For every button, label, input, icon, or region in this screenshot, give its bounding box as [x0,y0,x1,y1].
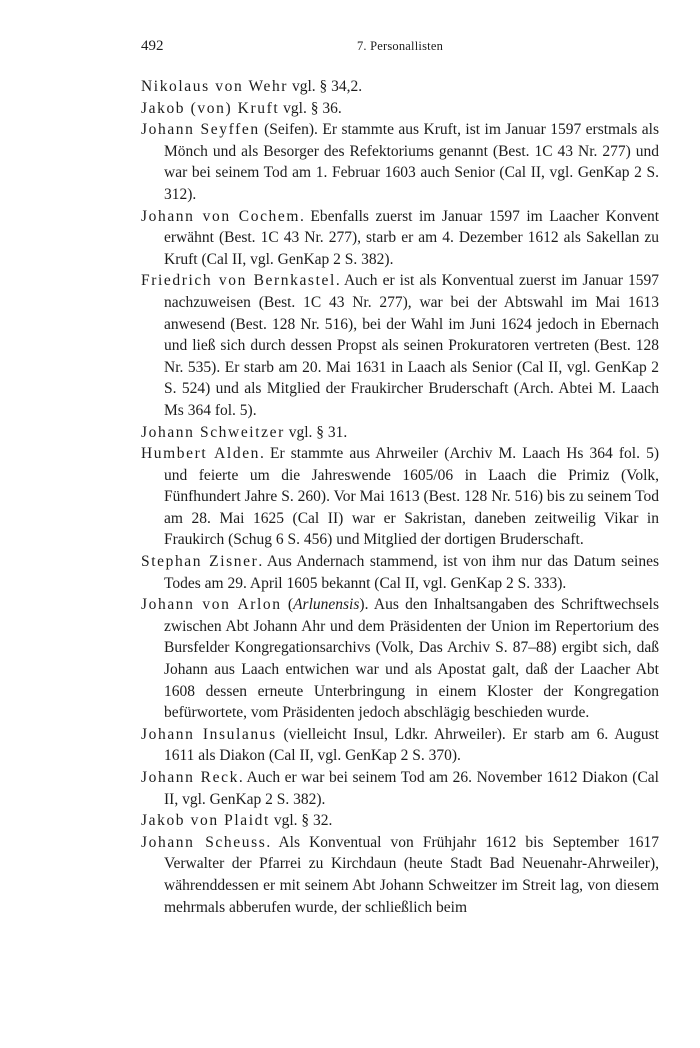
entry-name: Johann Reck [141,769,239,786]
list-entry [141,767,659,810]
entry-text: vgl. § 34,2. [288,78,363,95]
entry-name: Johann Scheuss [141,833,267,851]
entry-name: Johann von Arlon [141,596,282,614]
running-head: 7. Personallisten [356,39,444,53]
entry-name: Friedrich von Bernkastel [141,272,336,290]
entry-text-before: ( [281,596,294,614]
entry-text: . Er stammte aus Ahrweiler (Archiv M. Laach Hs 364 fol. 5) und feierte um die Jahreswende 1605/06 in Laach die Primiz (Volk, Fünfhundert Jahre S. 260). Vor Mai 1613 (Best. 128 Nr. 516) bis zu seinem Tod am 28. Mai 1625 (Cal II) war er Sakristan, daneben zeitweilig Vikar in Fraukirch (Schug 6 S. 456) und Mitglied der dortigen Bruderschaft. [164,445,659,549]
list-entry [141,270,659,421]
list-entry [141,206,659,271]
entry-text: (vielleicht Insul, Ldkr. Ahrweiler). Er starb am 6. August 1611 als Diakon (Cal II, vgl. GenKap 2 S. 370). [164,725,659,765]
entry-text: vgl. § 32. [269,812,333,830]
entry-text: . Ebenfalls zuerst im Januar 1597 im Laacher Konvent erwähnt (Best. 1C 43 Nr. 277), starb er am 4. Dezember 1612 als Sakellan zu Kruft (Cal II, vgl. GenKap 2 S. 382). [164,207,660,268]
latin-name: Arlunensis [293,596,360,614]
entry-text: . Auch er war bei seinem Tod am 26. November 1612 Diakon (Cal II, vgl. GenKap 2 S. 382). [164,769,659,808]
list-entry [141,832,659,918]
entry-name: Nikolaus von Wehr [141,78,289,95]
entry-name: Humbert Alden [141,445,261,463]
page-number: 492 [141,38,164,54]
list-entry [141,119,659,205]
personnel-list [141,76,659,918]
entry-text: (Seifen). Er stammte aus Kruft, ist im Januar 1597 erstmals als Mönch und als Besorger des Refektoriums genannt (Best. 1C 43 Nr. 277) und war bei seinem Tod am 1. Februar 1603 auch Senior (Cal II, vgl. GenKap 2 S. 312). [164,121,659,203]
list-entry [141,724,659,767]
entry-name: Johann Insulanus [141,725,277,743]
entry-name: Johann Schweitzer [141,423,285,441]
entry-text: vgl. § 36. [279,99,342,117]
entry-text: . Auch er ist als Konventual zuerst im Januar 1597 nachzuweisen (Best. 1C 43 Nr. 277), war bei der Abtswahl im Mai 1613 anwesend (Best. 128 Nr. 516), bei der Wahl im Juni 1624 jedoch in Ebernach und ließ sich durch dessen Propst als seinen Prokuratoren vertreten (Best. 128 Nr. 535). Er starb am 20. Mai 1631 in Laach als Senior (Cal II, vgl. GenKap 2 S. 524) und als Mitglied der Fraukircher Bruderschaft (Arch. Abtei M. Laach Ms 364 fol. 5). [164,272,660,419]
list-entry [141,422,659,444]
list-entry [141,98,659,120]
list-entry [141,551,659,594]
page-header [141,38,659,60]
list-entry [141,810,659,832]
entry-text: . Aus Andernach stammend, ist von ihm nur das Datum seines Todes am 29. April 1605 bekannt (Cal II, vgl. GenKap 2 S. 333). [164,553,659,592]
entry-text: vgl. § 31. [284,423,348,441]
list-entry [141,594,659,724]
list-entry [141,443,659,551]
entry-text: . Als Konventual von Frühjahr 1612 bis September 1617 Verwalter der Pfarrei zu Kirchdaun (heute Stadt Bad Neuenahr-Ahrweiler), währenddessen er mit seinem Abt Johann Schweitzer im Streit lag, von diesem mehrmals abberufen wurde, der schließlich beim [164,833,659,916]
entry-name: Stephan Zisner [141,553,259,571]
list-entry [141,76,659,98]
entry-text: ). Aus den Inhaltsangaben des Schriftwechsels zwischen Abt Johann Ahr und dem Präsidenten der Union im Repertorium des Bursfelder Kongregationsarchivs (Volk, Das Archiv S. 87–88) ergibt sich, daß Johann aus Laach entwichen war und als Apostat galt, daß der Laacher Abt 1608 dessen erneute Unterbringung in einem Kloster der Kongregation befürwortete, vom Präsidenten jedoch abschlägig beschieden wurde. [164,596,659,722]
entry-name: Jakob von Plaidt [141,812,270,830]
entry-name: Johann Seyffen [141,121,260,139]
entry-name: Jakob (von) Kruft [141,99,280,117]
entry-name: Johann von Cochem [141,207,301,225]
